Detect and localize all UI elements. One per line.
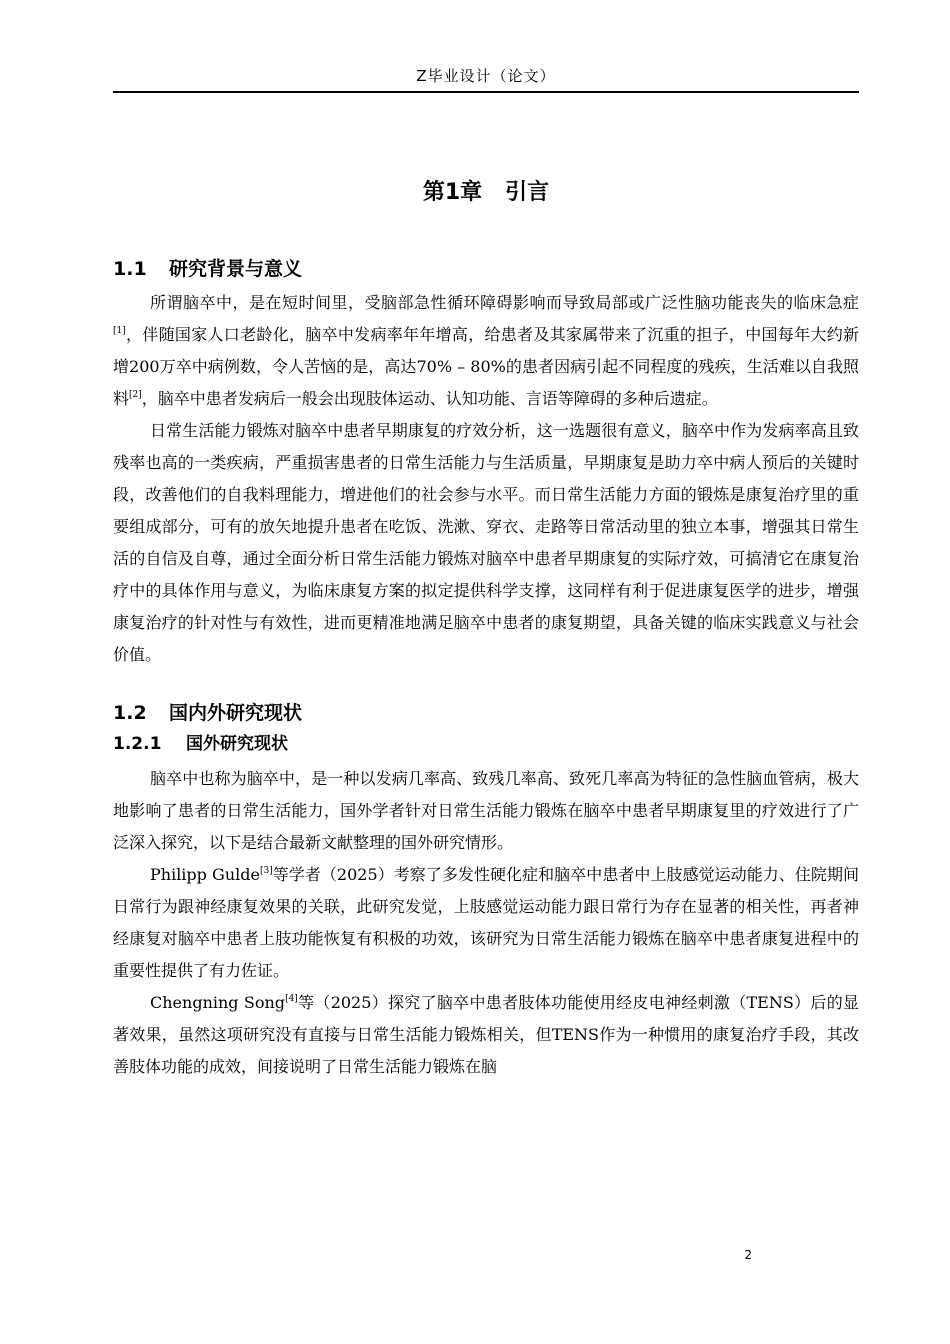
paragraph-text: 等（2025）探究了脑卒中患者肢体功能使用经皮电神经刺激（TENS）后的显著效果，虽然这项研究没有直接与日常生活能力锻炼相关，但TENS作为一种惯用的康复治疗手段，其改善肢体功能的成效，间接说明了日常生活能力锻炼在脑 xyxy=(113,993,859,1076)
paragraph-text: 所谓脑卒中，是在短时间里，受脑部急性循环障碍影响而导致局部或广泛性脑功能丧失的临床急症 xyxy=(150,293,859,312)
section-number: 1.2 xyxy=(113,702,147,724)
subsection-title-text: 国外研究现状 xyxy=(186,734,288,754)
subsection-number: 1.2.1 xyxy=(113,734,162,754)
paragraph-text: ，伴随国家人口老龄化，脑卒中发病率年年增高，给患者及其家属带来了沉重的担子，中国每年大约新增200万卒中病例数，令人苦恼的是，高达70% – 80%的患者因病引起不同程度的残疾，生活难以自我照料 xyxy=(113,325,859,408)
author-name: Chengning Song xyxy=(150,993,286,1012)
author-name: Philipp Gulde xyxy=(150,865,260,884)
section-title-text: 研究背景与意义 xyxy=(169,258,303,280)
paragraph-background-1 xyxy=(113,287,859,415)
running-header: Z毕业设计（论文） xyxy=(416,67,556,85)
subsection-heading-1-2-1 xyxy=(113,731,859,757)
paragraph-foreign-2 xyxy=(113,859,859,987)
citation-ref: [3] xyxy=(259,866,273,876)
section-title-text: 国内外研究现状 xyxy=(169,702,303,724)
paragraph-foreign-3 xyxy=(113,987,859,1083)
paragraph-foreign-1: 脑卒中也称为脑卒中，是一种以发病几率高、致残几率高、致死几率高为特征的急性脑血管病，极大地影响了患者的日常生活能力，国外学者针对日常生活能力锻炼在脑卒中患者早期康复里的疗效进行了广泛深入探究，以下是结合最新文献整理的国外研究情形。 xyxy=(113,769,859,852)
paragraph-text: 等学者（2025）考察了多发性硬化症和脑卒中患者中上肢感觉运动能力、住院期间日常行为跟神经康复效果的关联，此研究发觉，上肢感觉运动能力跟日常行为存在显著的相关性，再者神经康复对脑卒中患者上肢功能恢复有积极的功效，该研究为日常生活能力锻炼在脑卒中患者康复进程中的重要性提供了有力佐证。 xyxy=(113,865,859,980)
citation-ref: [1] xyxy=(113,326,126,336)
chapter-title: 第1章 引言 xyxy=(422,180,550,205)
section-heading-1-1 xyxy=(113,255,859,283)
section-number: 1.1 xyxy=(113,258,147,280)
page-number: 2 xyxy=(744,1248,752,1262)
page-content xyxy=(113,176,859,1083)
paragraph-background-2: 日常生活能力锻炼对脑卒中患者早期康复的疗效分析，这一选题很有意义，脑卒中作为发病率高且致残率也高的一类疾病，严重损害患者的日常生活能力与生活质量，早期康复是助力卒中病人预后的关键时段，改善他们的自我料理能力，增进他们的社会参与水平。而日常生活能力方面的锻炼是康复治疗里的重要组成部分，可有的放矢地提升患者在吃饭、洗漱、穿衣、走路等日常活动里的独立本事，增强其日常生活的自信及自尊，通过全面分析日常生活能力锻炼对脑卒中患者早期康复的实际疗效，可搞清它在康复治疗中的具体作用与意义，为临床康复方案的拟定提供科学支撑，这同样有利于促进康复医学的进步，增强康复治疗的针对性与有效性，进而更精准地满足脑卒中患者的康复期望，具备关键的临床实践意义与社会价值。 xyxy=(113,421,859,664)
section-heading-1-2 xyxy=(113,699,859,727)
citation-ref: [4] xyxy=(285,994,298,1004)
header-rule xyxy=(113,91,859,93)
paragraph-text: ，脑卒中患者发病后一般会出现肢体运动、认知功能、言语等障碍的多种后遗症。 xyxy=(141,389,718,408)
citation-ref: [2] xyxy=(129,390,142,400)
